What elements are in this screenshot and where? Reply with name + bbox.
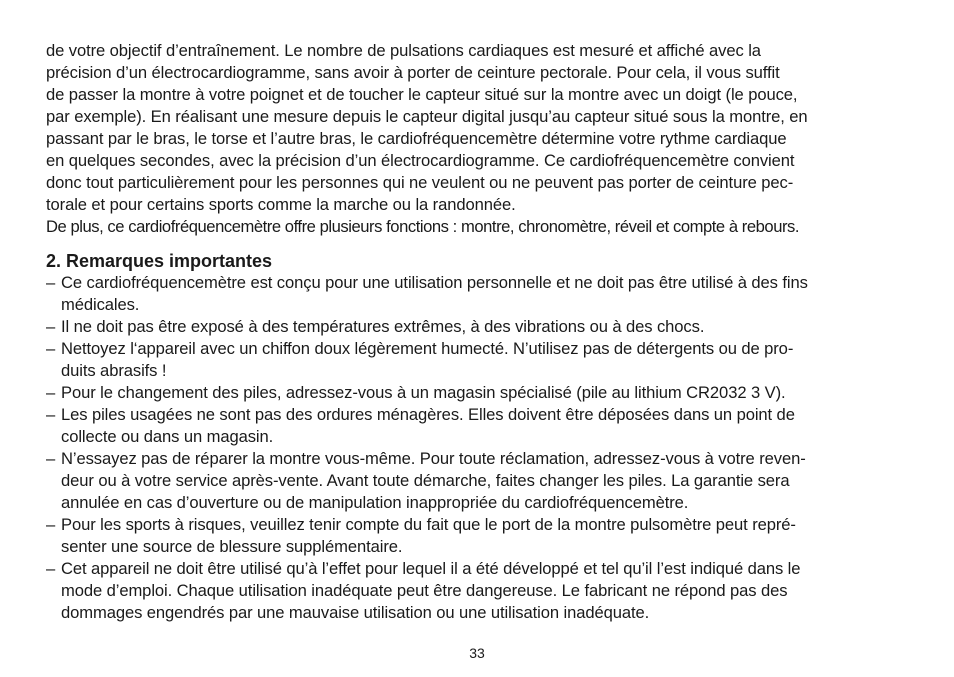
page-number: 33 <box>469 645 485 661</box>
intro-line: De plus, ce cardiofréquencemètre offre plusieurs fonctions : montre, chronomètre, réveil et compte à rebours. <box>46 217 800 236</box>
list-item <box>46 338 916 382</box>
item-line: collecte ou dans un magasin. <box>61 427 274 446</box>
list-item <box>46 448 916 514</box>
intro-line: de passer la montre à votre poignet et de toucher le capteur situé sur la montre avec un doigt (le pouce, <box>46 85 798 104</box>
item-line: senter une source de blessure supplémentaire. <box>61 537 403 556</box>
item-line: médicales. <box>61 295 140 314</box>
item-line: Nettoyez l‘appareil avec un chiffon doux légèrement humecté. N’utilisez pas de détergents ou de pro- <box>61 339 794 358</box>
item-line: Cet appareil ne doit être utilisé qu’à l’effet pour lequel il a été développé et tel qu’il l’est indiqué dans le <box>61 559 801 578</box>
list-dash: – <box>46 339 56 358</box>
item-line: Il ne doit pas être exposé à des températures extrêmes, à des vibrations ou à des chocs. <box>61 317 705 336</box>
remarks-list <box>46 272 916 624</box>
section-title: 2. Remarques importantes <box>46 251 273 271</box>
item-line: Pour le changement des piles, adressez-vous à un magasin spécialisé (pile au lithium CR2032 3 V). <box>61 383 786 402</box>
item-line: Pour les sports à risques, veuillez tenir compte du fait que le port de la montre pulsomètre peut repré- <box>61 515 796 534</box>
item-line: mode d’emploi. Chaque utilisation inadéquate peut être dangereuse. Le fabricant ne répond pas des <box>61 581 788 600</box>
intro-line: torale et pour certains sports comme la marche ou la randonnée. <box>46 195 516 214</box>
list-dash: – <box>46 559 56 578</box>
list-item <box>46 382 916 404</box>
item-line: duits abrasifs ! <box>61 361 167 380</box>
item-line: deur ou à votre service après-vente. Avant toute démarche, faites changer les piles. La garantie sera <box>61 471 790 490</box>
item-line: Les piles usagées ne sont pas des ordures ménagères. Elles doivent être déposées dans un point de <box>61 405 795 424</box>
list-item <box>46 404 916 448</box>
document-page <box>46 40 916 624</box>
list-item <box>46 316 916 338</box>
item-line: Ce cardiofréquencemètre est conçu pour une utilisation personnelle et ne doit pas être utilisé à des fins <box>61 273 808 292</box>
item-line: N’essayez pas de réparer la montre vous-même. Pour toute réclamation, adressez-vous à votre reven- <box>61 449 806 468</box>
list-item <box>46 514 916 558</box>
intro-paragraph <box>46 40 916 238</box>
intro-line: passant par le bras, le torse et l’autre bras, le cardiofréquencemètre détermine votre rythme cardiaque <box>46 129 787 148</box>
list-dash: – <box>46 515 56 534</box>
list-dash: – <box>46 449 56 468</box>
list-dash: – <box>46 383 56 402</box>
list-dash: – <box>46 273 56 292</box>
intro-line: précision d’un électrocardiogramme, sans avoir à porter de ceinture pectorale. Pour cela, il vous suffit <box>46 63 780 82</box>
item-line: annulée en cas d’ouverture ou de manipulation inappropriée du cardiofréquencemètre. <box>61 493 689 512</box>
list-item <box>46 558 916 624</box>
intro-line: donc tout particulièrement pour les personnes qui ne veulent ou ne peuvent pas porter de ceinture pec- <box>46 173 794 192</box>
list-dash: – <box>46 405 56 424</box>
item-line: dommages engendrés par une mauvaise utilisation ou une utilisation inadéquate. <box>61 603 650 622</box>
intro-line: en quelques secondes, avec la précision d’un électrocardiogramme. Ce cardiofréquencemètre convient <box>46 151 795 170</box>
list-item <box>46 272 916 316</box>
intro-line: de votre objectif d’entraînement. Le nombre de pulsations cardiaques est mesuré et affiché avec la <box>46 41 761 60</box>
list-dash: – <box>46 317 56 336</box>
intro-line: par exemple). En réalisant une mesure depuis le capteur digital jusqu’au capteur situé sous la montre, en <box>46 107 808 126</box>
